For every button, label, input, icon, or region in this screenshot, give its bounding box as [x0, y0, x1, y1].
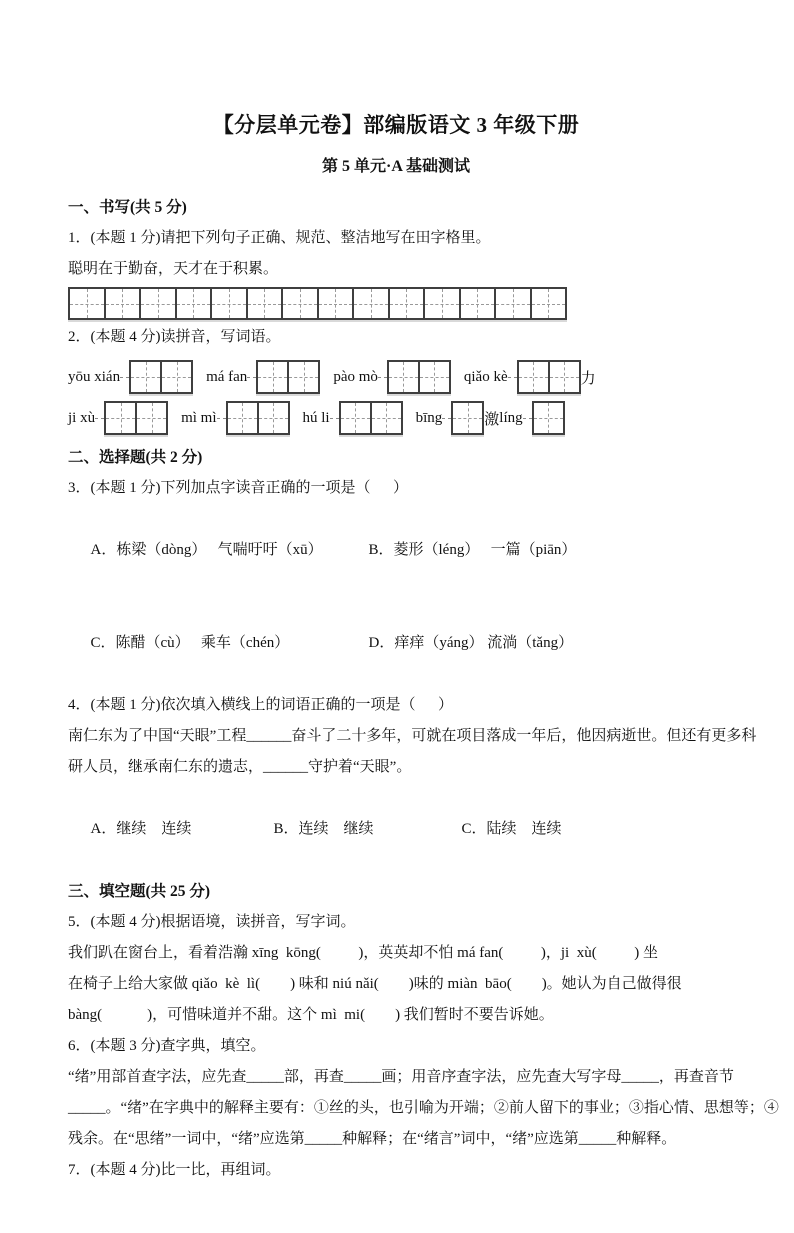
q5-text-line-3: bàng( )，可惜味道并不甜。这个 mì mi( ) 我们暂时不要告诉她。 [68, 1007, 554, 1023]
answer-grid [532, 401, 565, 435]
tianzige-cell [228, 403, 259, 433]
worksheet-content [68, 192, 779, 1186]
q5-text-line-1: 我们趴在窗台上，看着浩瀚 xīng kōng( )，英英却不怕 má fan( )，ji xù( ) 坐 [68, 945, 658, 961]
tianzige-cell [389, 362, 420, 392]
pinyin-group-bingjiling [416, 401, 565, 435]
q4-option-c: C．陆续 连续 [461, 821, 562, 837]
tianzige-cell [354, 289, 390, 318]
doc-subtitle: 第 5 单元·A 基础测试 [321, 158, 470, 175]
q4-option-a: A．继续 连续 [90, 821, 192, 837]
q1-stem: 1．(本题 1 分)请把下列句子正确、规范、整洁地写在田字格里。 [68, 230, 491, 246]
hanzi-mid-ji: 激 [484, 411, 500, 428]
pinyin-label: ji xù [68, 409, 96, 426]
tianzige-cell [532, 289, 566, 318]
tianzige-cell [106, 289, 142, 318]
q4-stem: 4．(本题 1 分)依次填入横线上的词语正确的一项是（ ） [68, 697, 453, 713]
q3-option-b: B．菱形（léng） 一篇（piān） [368, 542, 577, 558]
tianzige-cell [534, 403, 563, 433]
q6-text-line-3: 残余。在“思绪”一词中，“绪”应选第_____种解释；在“绪言”词中，“绪”应选第_____种解释。 [68, 1131, 677, 1147]
tianzige-cell [141, 289, 177, 318]
worksheet-page [0, 110, 794, 1186]
q6-text-line-2: _____。“绪”在字典中的解释主要有：①丝的头，也引喻为开端；②前人留下的事业；③指心情、思想等；④ [68, 1100, 779, 1116]
q3-options-row-1 [68, 504, 724, 597]
pinyin-label: má fan [206, 368, 248, 385]
q4-text-line-2: 研人员，继承南仁东的遗志，______守护着“天眼”。 [68, 759, 412, 775]
tianzige-cell [283, 289, 319, 318]
tianzige-cell [106, 403, 137, 433]
pinyin-group-huli [303, 401, 403, 435]
dashed-connector [217, 418, 226, 419]
tianzige-cell [177, 289, 213, 318]
tianzige-cell [390, 289, 426, 318]
section-choice-heading: 二、选择题(共 2 分) [68, 449, 203, 466]
q3-options-row-2 [68, 597, 724, 690]
q6-text-line-1: “绪”用部首查字法，应先查_____部，再查_____画；用音序查字法，应先查大写字母_____，再查音节 [68, 1069, 734, 1085]
q2-pinyin-row-2 [68, 401, 724, 435]
q2-pinyin-row-1 [68, 360, 724, 394]
dashed-connector [120, 377, 129, 378]
doc-title: 【分层单元卷】部编版语文 3 年级下册 [212, 113, 580, 137]
pinyin-label: hú li [302, 409, 330, 426]
q5-stem: 5．(本题 4 分)根据语境，读拼音，写字词。 [68, 914, 356, 930]
pinyin-group-mimi [181, 401, 289, 435]
q4-option-b: B．连续 继续 [273, 821, 374, 837]
tianzige-cell [372, 403, 401, 433]
tianzige-cell [258, 362, 289, 392]
q2-stem: 2．(本题 4 分)读拼音，写词语。 [68, 329, 281, 345]
pinyin-label: qiǎo kè [463, 368, 508, 385]
answer-grid [256, 360, 320, 394]
tianzige-cell [289, 362, 318, 392]
pinyin-label: yōu xián [68, 368, 121, 385]
answer-grid [104, 401, 168, 435]
answer-grid [339, 401, 403, 435]
tianzige-cell [550, 362, 579, 392]
dashed-connector [508, 377, 517, 378]
pinyin-group-paomo [333, 360, 451, 394]
tianzige-writing-grid [68, 287, 567, 320]
tianzige-cell [137, 403, 166, 433]
tianzige-cell [248, 289, 284, 318]
q3-stem: 3．(本题 1 分)下列加点字读音正确的一项是（ ） [68, 480, 408, 496]
q1-sentence: 聪明在于勤奋，天才在于积累。 [68, 261, 279, 277]
pinyin-group-qiaoke [464, 360, 596, 394]
tianzige-cell [70, 289, 106, 318]
pinyin-label: pào mò [333, 368, 378, 385]
tianzige-cell [162, 362, 191, 392]
tianzige-cell [453, 403, 482, 433]
section-fill-heading: 三、填空题(共 25 分) [68, 883, 211, 900]
pinyin-group-jixu [68, 401, 168, 435]
dashed-connector [442, 418, 451, 419]
q1-writing-grid-row [68, 287, 724, 320]
pinyin-label: bīng [415, 409, 443, 426]
tianzige-cell [319, 289, 355, 318]
tianzige-cell [496, 289, 532, 318]
q5-text-line-2: 在椅子上给大家做 qiǎo kè lì( ) 味和 niú nǎi( )味的 miàn bāo( )。她认为自己做得很 [68, 976, 682, 992]
tianzige-cell [259, 403, 288, 433]
tianzige-cell [519, 362, 550, 392]
pinyin-group-youxian [68, 360, 193, 394]
dashed-connector [247, 377, 256, 378]
pinyin-label: mì mì [181, 409, 217, 426]
pinyin-group-mafan [206, 360, 320, 394]
q6-stem: 6．(本题 3 分)查字典，填空。 [68, 1038, 266, 1054]
hanzi-suffix-li: 力 [580, 370, 596, 387]
tianzige-cell [420, 362, 449, 392]
tianzige-cell [461, 289, 497, 318]
dashed-connector [95, 418, 104, 419]
tianzige-cell [425, 289, 461, 318]
section-writing-heading: 一、书写(共 5 分) [68, 199, 187, 216]
q4-options-row [68, 783, 724, 876]
tianzige-cell [131, 362, 162, 392]
q3-option-d: D．痒痒（yáng） 流淌（tǎng） [368, 635, 574, 651]
q4-text-line-1: 南仁东为了中国“天眼”工程______奋斗了二十多年，可就在项目落成一年后，他因病逝世。但还有更多科 [68, 728, 757, 744]
answer-grid [129, 360, 193, 394]
answer-grid [387, 360, 451, 394]
dashed-connector [378, 377, 387, 378]
tianzige-cell [341, 403, 372, 433]
dashed-connector [523, 418, 532, 419]
tianzige-cell [212, 289, 248, 318]
q7-stem: 7．(本题 4 分)比一比，再组词。 [68, 1162, 281, 1178]
answer-grid [517, 360, 581, 394]
pinyin-label: líng [499, 409, 523, 426]
dashed-connector [330, 418, 339, 419]
q3-option-c: C．陈醋（cù） 乘车（chén） [90, 635, 290, 651]
q3-option-a: A．栋梁（dòng） 气喘吁吁（xū） [90, 542, 323, 558]
answer-grid [451, 401, 484, 435]
answer-grid [226, 401, 290, 435]
